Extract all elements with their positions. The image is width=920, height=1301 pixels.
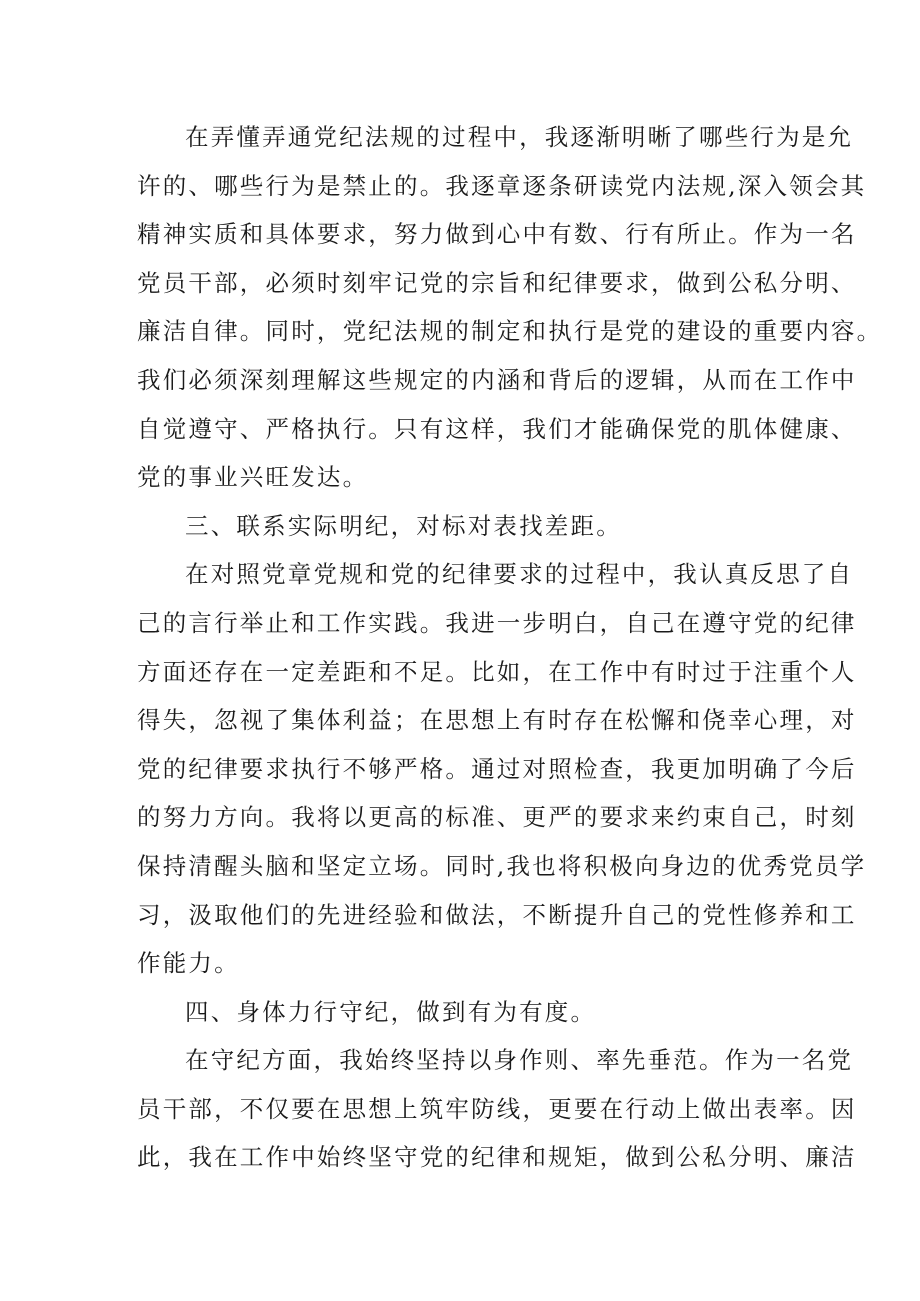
text-line: 方面还存在一定差距和不足。比如，在工作中有时过于注重个人 xyxy=(137,657,857,686)
text-line: 习，汲取他们的先进经验和做法，不断提升自己的党性修养和工 xyxy=(137,900,857,929)
text-line: 员干部，不仅要在思想上筑牢防线，更要在行动上做出表率。因 xyxy=(137,1094,857,1123)
section-heading-4: 四、身体力行守纪，做到有为有度。 xyxy=(185,997,597,1026)
text-line: 在守纪方面，我始终坚持以身作则、率先垂范。作为一名党 xyxy=(185,1046,854,1075)
text-line: 许的、哪些行为是禁止的。我逐章逐条研读党内法规,深入领会其 xyxy=(137,171,867,200)
section-heading-3: 三、联系实际明纪，对标对表找差距。 xyxy=(185,511,622,540)
text-line: 精神实质和具体要求，努力做到心中有数、行有所止。作为一名 xyxy=(137,220,857,249)
text-line: 在弄懂弄通党纪法规的过程中，我逐渐明晰了哪些行为是允 xyxy=(185,123,854,151)
text-line: 保持清醒头脑和坚定立场。同时,我也将积极向身边的优秀党员学 xyxy=(137,851,867,880)
text-line: 此，我在工作中始终坚守党的纪律和规矩，做到公私分明、廉洁 xyxy=(137,1143,857,1172)
text-line: 己的言行举止和工作实践。我进一步明白，自己在遵守党的纪律 xyxy=(137,608,857,637)
document-body xyxy=(137,113,883,1182)
text-line: 在对照党章党规和党的纪律要求的过程中，我认真反思了自 xyxy=(185,560,854,589)
text-line: 廉洁自律。同时，党纪法规的制定和执行是党的建设的重要内容。 xyxy=(137,317,883,346)
text-line: 得失，忽视了集体利益；在思想上有时存在松懈和侥幸心理，对 xyxy=(137,706,857,735)
text-line: 我们必须深刻理解这些规定的内涵和背后的逻辑，从而在工作中 xyxy=(137,365,857,394)
text-line: 党员干部，必须时刻牢记党的宗旨和纪律要求，做到公私分明、 xyxy=(137,268,857,297)
text-line: 作能力。 xyxy=(137,949,240,978)
text-line: 党的事业兴旺发达。 xyxy=(137,463,369,492)
text-line: 的努力方向。我将以更高的标准、更严的要求来约束自己，时刻 xyxy=(137,803,857,832)
text-line: 自觉遵守、严格执行。只有这样，我们才能确保党的肌体健康、 xyxy=(137,414,857,443)
text-line: 党的纪律要求执行不够严格。通过对照检查，我更加明确了今后 xyxy=(137,754,857,783)
